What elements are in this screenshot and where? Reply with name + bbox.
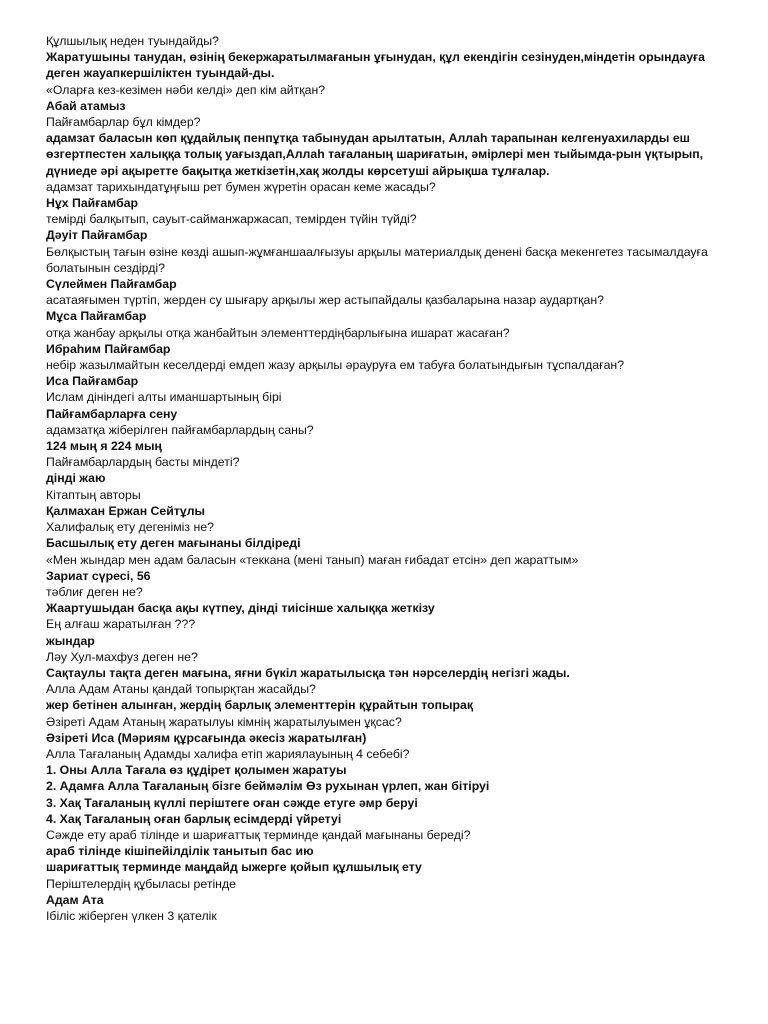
question-line: «Мен жындар мен адам баласын «теккана (мені танып) маған ғибадат етсін» деп жараттым» — [46, 552, 579, 567]
question-line: Пайғамбарлардың басты міндеті? — [46, 455, 240, 470]
answer-line: Мұса Пайғамбар — [46, 309, 147, 324]
question-line: Құлшылық неден туындайды? — [46, 34, 219, 48]
question-line: Алла Тағаланың Адамды халифа етіп жариялауының 4 себебі? — [46, 746, 410, 761]
answer-line: Иса Пайғамбар — [46, 374, 139, 389]
answer-line: Сақтаулы тақта деген мағына, яғни бүкіл жаратылысқа тән нәрселердің негізгі жады. — [46, 665, 570, 680]
question-line: Сәжде ету араб тілінде и шариғаттық терминде қандай мағынаны береді? — [46, 827, 471, 842]
question-line: Періштелердің құбыласы ретінде — [46, 876, 236, 891]
question-line: Ібіліс жіберген үлкен 3 қателік — [46, 908, 217, 923]
answer-line: Жаартушыдан басқа ақы күтпеу, дінді тиісінше халыққа жеткізу — [46, 601, 435, 616]
question-line: Халифалық ету дегеніміз не? — [46, 520, 214, 535]
question-line: Ләу Хул-махфуз деген не? — [46, 649, 198, 664]
question-line: тәблиғ деген не? — [46, 584, 143, 599]
answer-line: шариғаттық терминде маңдайд ыжерге қойып құлшылық ету — [46, 860, 422, 875]
answer-line: Әзіреті Иса (Мәриям құрсағында әкесіз жаратылған) — [46, 730, 367, 745]
question-line: небір жазылмайтын кеселдерді емдеп жазу арқылы әрауруға ем табуға болатындығын тұспалдаған? — [46, 358, 625, 373]
answer-line: Абай атамыз — [46, 98, 126, 113]
question-line: Ең алғаш жаратылған ??? — [46, 617, 196, 632]
question-line: адамзатқа жіберілген пайғамбарлардың саны? — [46, 422, 314, 437]
question-line: адамзат тарихындатұңғыш рет бумен жүретін орасан кеме жасады? — [46, 179, 436, 194]
answer-line: Зариат сүресі, 56 — [46, 568, 151, 583]
question-line: Алла Адам Атаны қандай топырқтан жасайды? — [46, 682, 316, 697]
question-line: Кітаптың авторы — [46, 487, 141, 502]
document-page — [46, 33, 736, 924]
answer-line: 4. Хақ Тағаланың оған барлық есімдерді үйретуі — [46, 811, 342, 826]
answer-line: 124 мың я 224 мың — [46, 439, 162, 454]
answer-line: Дәуіт Пайғамбар — [46, 228, 148, 243]
question-line: Ислам дініндегі алты иманшартының бірі — [46, 390, 282, 405]
answer-line: адамзат баласын көп құдайлық пенпұтқа табынудан арылтатын, Аллаһ тарапынан келгенуахиларды еш өзгертпестен халыққа толық уағыздап,Аллаһ тағаланың шариғатын, әмірлері мен тыйымда-рын үқтырып, дүниеде әрі ақыретте бақытқа жеткізетін,хақ жолды көрсетуші айрықша тұлғалар. — [46, 131, 704, 178]
answer-line: Адам Ата — [46, 892, 104, 907]
question-line: Бөлқыстың тағын өзіне көзді ашып-жұмғаншаалғызуы арқылы материалдық денені басқа мекенгетез тасымалдауға болатынын сездірді? — [46, 244, 708, 275]
answer-line: Пайғамбарларға сену — [46, 406, 178, 421]
question-line: «Оларға кез-кезімен нәби келді» деп кім айтқан? — [46, 82, 326, 97]
answer-line: Сүлеймен Пайғамбар — [46, 277, 177, 292]
answer-line: 2. Адамға Алла Тағаланың бізге беймәлім Өз рухынан үрлеп, жан бітіруі — [46, 779, 490, 794]
question-line: темірді балқытып, сауыт-сайманжаржасап, темірден түйін түйді? — [46, 212, 417, 227]
answer-line: Қалмахан Ержан Сейтұлы — [46, 503, 206, 518]
answer-line: Нұх Пайғамбар — [46, 196, 139, 211]
answer-line: 3. Хақ Тағаланың күллі періштеге оған сәжде етуге әмр беруі — [46, 795, 418, 810]
answer-line: 1. Оны Алла Тағала өз құдірет қолымен жаратуы — [46, 763, 347, 778]
question-line: Әзіреті Адам Атаның жаратылуы кімнің жаратылуымен ұқсас? — [46, 714, 402, 729]
answer-line: Жаратушыны танудан, өзінің бекержаратылмағанын ұғынудан, құл екендігін сезінуден,міндетін орындауға деген жауапкершіліктен туындай-ды. — [46, 50, 706, 81]
answer-line: Басшылық ету деген мағынаны білдіреді — [46, 536, 301, 551]
question-line: отқа жанбау арқылы отқа жанбайтын элементтердіңбарлығына ишарат жасаған? — [46, 325, 510, 340]
answer-line: жындар — [46, 633, 95, 648]
answer-line: дінді жаю — [46, 471, 106, 486]
answer-line: араб тілінде кішіпейілділік танытып бас ию — [46, 844, 314, 859]
question-line: Пайғамбарлар бұл кімдер? — [46, 115, 201, 130]
answer-line: Ибраһим Пайғамбар — [46, 341, 171, 356]
question-line: асатаяғымен түртіп, жерден су шығару арқылы жер астыпайдалы қазбаларына назар аудартқан? — [46, 293, 604, 308]
answer-line: жер бетінен алынған, жердің барлық элементтерін құрайтын топырақ — [46, 698, 474, 713]
